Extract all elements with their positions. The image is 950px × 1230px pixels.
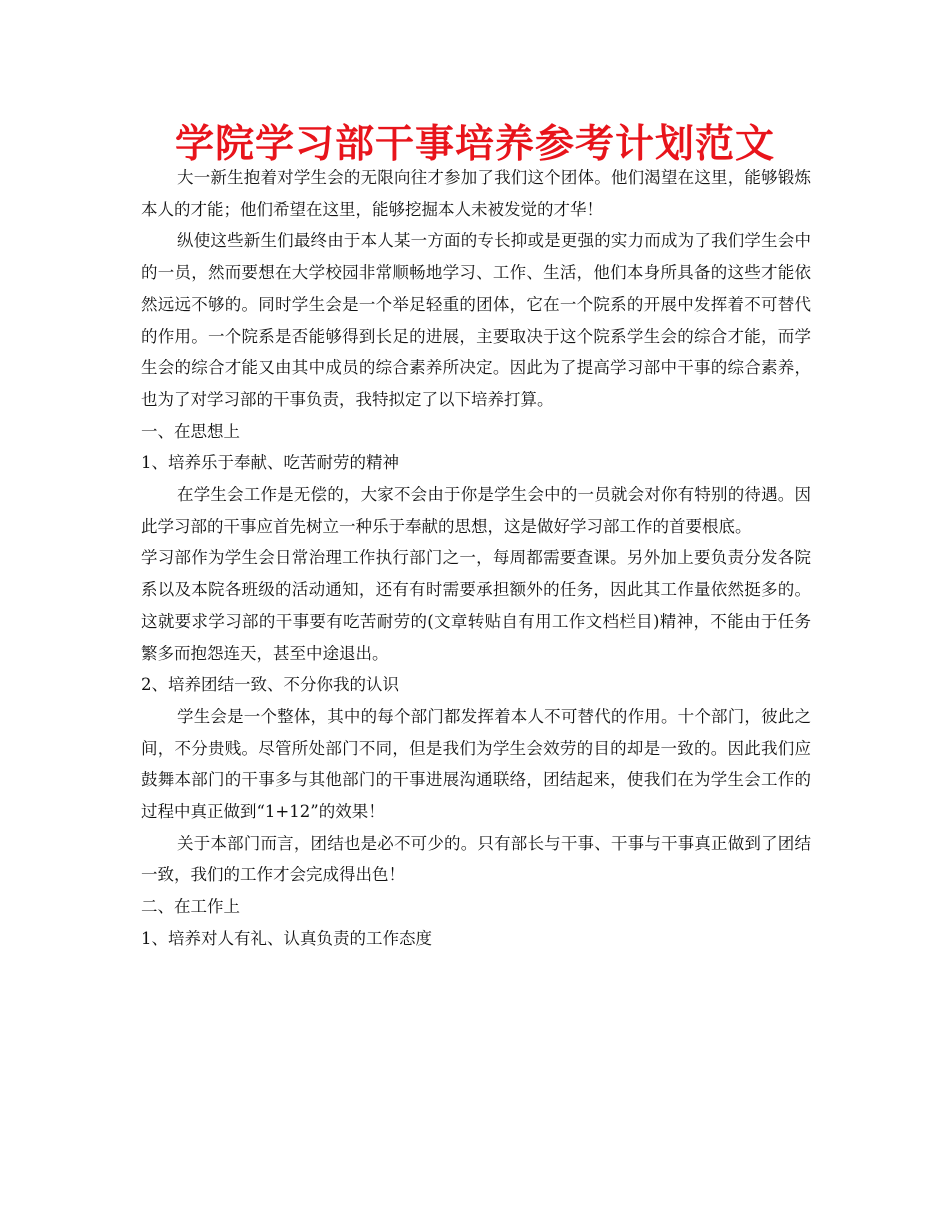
paragraph-unity: 学生会是一个整体，其中的每个部门都发挥着本人不可替代的作用。十个部门，彼此之间，不分贵贱。尽管所处部门不同，但是我们为学生会效劳的目的却是一致的。因此我们应鼓舞本部门的干事多与其他部门的干事进展沟通联络，团结起来，使我们在为学生会工作的过程中真正做到“1+12”的效果！ (141, 706, 811, 822)
document-title: 学院学习部干事培养参考计划范文 (174, 121, 775, 167)
section-heading-work: 二、在工作上 (141, 897, 240, 917)
paragraph-workload: 学习部作为学生会日常治理工作执行部门之一，每周都需要查课。另外加上要负责分发各院系以及本院各班级的活动通知，还有有时需要承担额外的任务，因此其工作量依然挺多的。这就要求学习部的干事要有吃苦耐劳的(文章转贴自有用工作文档栏目)精神，不能由于任务繁多而抱怨连天，甚至中途退出。 (141, 548, 811, 663)
paragraph-dedication: 在学生会工作是无偿的，大家不会由于你是学生会中的一员就会对你有特别的待遇。因此学习部的干事应首先树立一种乐于奉献的思想，这是做好学习部工作的首要根底。 (141, 485, 811, 536)
subheading-unity: 2、培养团结一致、不分你我的认识 (141, 675, 399, 695)
subheading-attitude: 1、培养对人有礼、认真负责的工作态度 (141, 928, 432, 948)
subheading-dedication: 1、培养乐于奉献、吃苦耐劳的精神 (141, 453, 399, 473)
section-heading-thought: 一、在思想上 (141, 421, 240, 441)
paragraph-department-unity: 关于本部门而言，团结也是必不可少的。只有部长与干事、干事与干事真正做到了团结一致，我们的工作才会完成得出色！ (141, 833, 811, 885)
document-body (141, 162, 811, 955)
paragraph-background: 纵使这些新生们最终由于本人某一方面的专长抑或是更强的实力而成为了我们学生会中的一员，然而要想在大学校园非常顺畅地学习、工作、生活，他们本身所具备的这些才能依然远远不够的。同时学生会是一个举足轻重的团体，它在一个院系的开展中发挥着不可替代的作用。一个院系是否能够得到长足的进展，主要取决于这个院系学生会的综合才能，而学生会的综合才能又由其中成员的综合素养所决定。因此为了提高学习部中干事的综合素养，也为了对学习部的干事负责，我特拟定了以下培养打算。 (141, 231, 811, 409)
paragraph-intro: 大一新生抱着对学生会的无限向往才参加了我们这个团体。他们渴望在这里，能够锻炼本人的才能；他们希望在这里，能够挖掘本人未被发觉的才华！ (141, 168, 811, 219)
